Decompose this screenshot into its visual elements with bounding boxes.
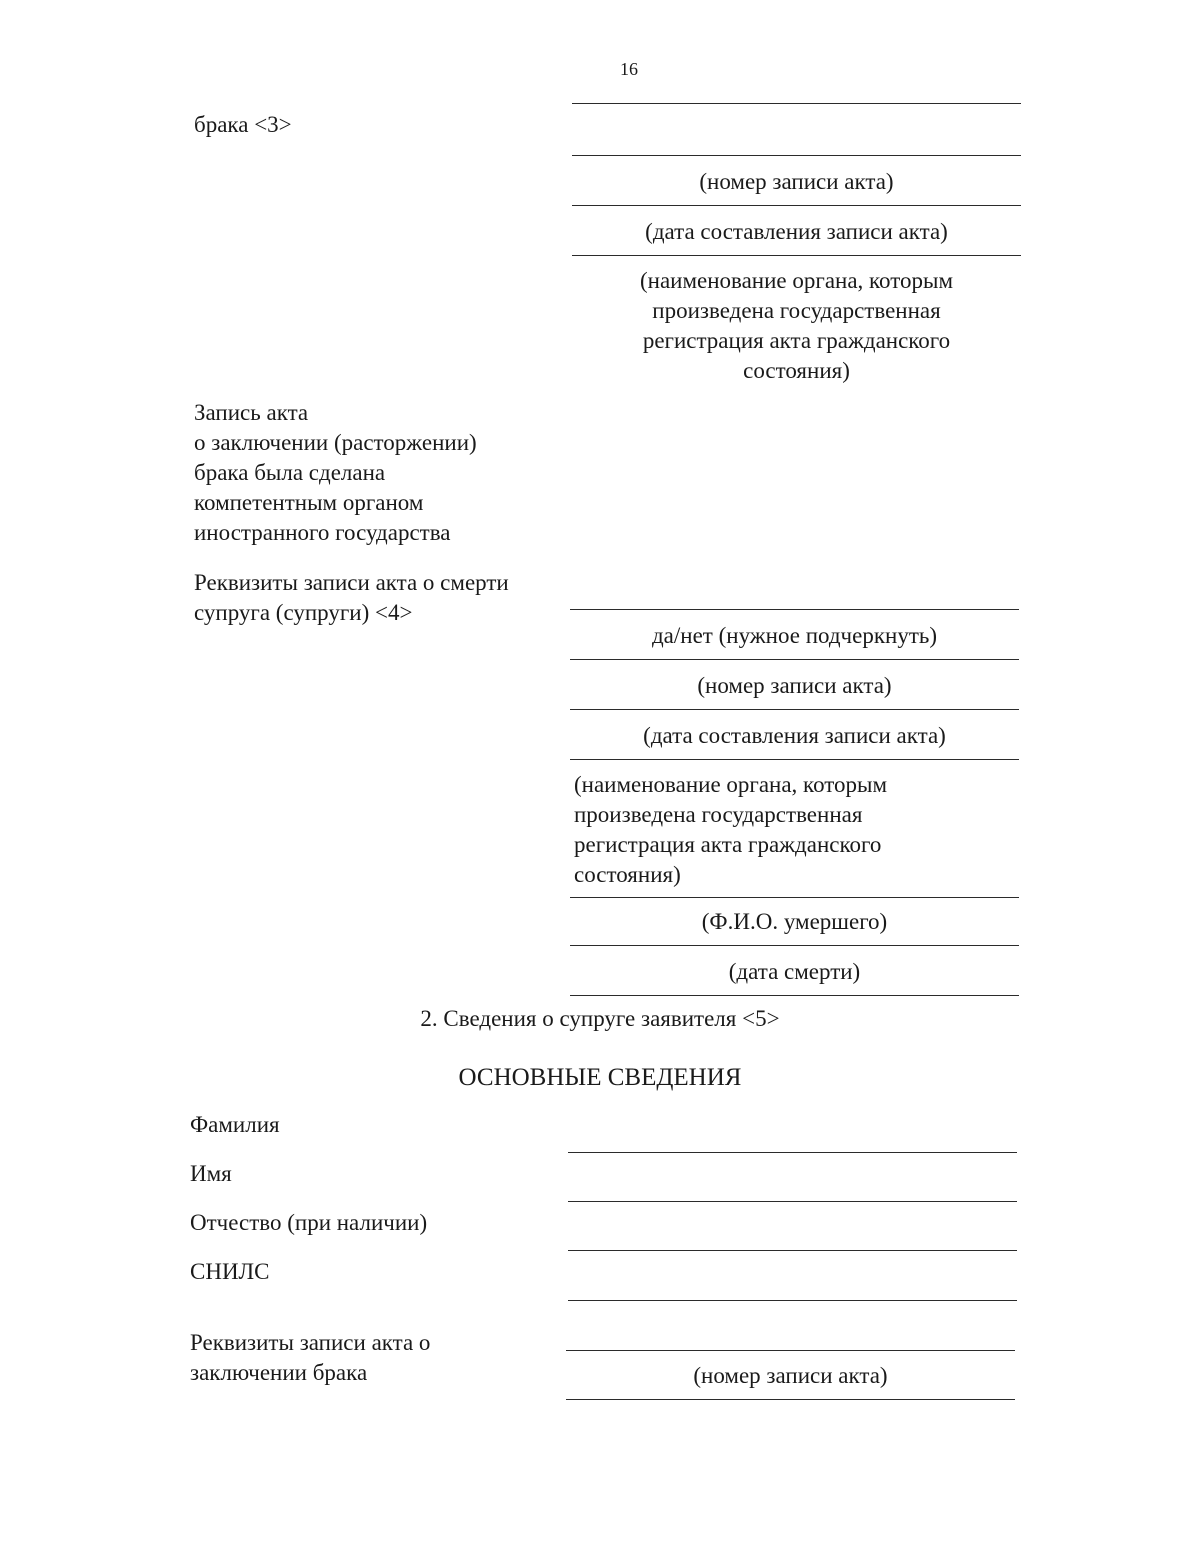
field-line[interactable] [570,709,1019,710]
record-number-caption: (номер записи акта) [693,1363,888,1388]
death-record-label [194,568,509,628]
surname-label: Фамилия [190,1112,280,1137]
label-line: иностранного государства [194,520,451,545]
field-line[interactable] [570,609,1019,610]
field-line[interactable] [570,659,1019,660]
yes-no-caption: да/нет (нужное подчеркнуть) [651,623,938,648]
label-line: Запись акта [194,400,309,425]
field-line[interactable] [566,1350,1015,1351]
authority-caption-line: регистрация акта гражданского [642,328,951,353]
authority-caption-line: (наименование органа, которым [639,268,953,293]
field-line[interactable] [572,255,1021,256]
patronymic-field[interactable] [568,1250,1017,1251]
authority-caption-line: состояния) [574,862,681,887]
authority-caption-line: (наименование органа, которым [574,772,888,797]
field-line[interactable] [572,155,1021,156]
death-date-caption: (дата смерти) [728,959,861,984]
record-number-caption: (номер записи акта) [697,673,892,698]
authority-caption-line: произведена государственная [652,298,941,323]
authority-caption-line: состояния) [743,358,850,383]
label-line: о заключении (расторжении) [194,430,477,455]
authority-caption [572,266,1021,386]
label-line: брака была сделана [194,460,386,485]
section-heading: ОСНОВНЫЕ СВЕДЕНИЯ [458,1064,742,1091]
snils-field[interactable] [568,1300,1017,1301]
label-line: супруга (супруги) <4> [194,600,413,625]
field-line[interactable] [570,995,1019,996]
field-line[interactable] [572,103,1021,104]
field-line[interactable] [572,205,1021,206]
snils-label: СНИЛС [190,1259,270,1284]
deceased-name-caption: (Ф.И.О. умершего) [701,909,888,934]
marriage-record-label [190,1328,430,1388]
name-label: Имя [190,1161,232,1186]
authority-caption-line: регистрация акта гражданского [574,832,882,857]
record-number-caption: (номер записи акта) [699,169,894,194]
field-line[interactable] [570,945,1019,946]
patronymic-label: Отчество (при наличии) [190,1210,428,1235]
label-line: компетентным органом [194,490,424,515]
label-line: Реквизиты записи акта о [190,1330,431,1355]
name-field[interactable] [568,1201,1017,1202]
record-date-caption: (дата составления записи акта) [645,219,948,244]
record-date-caption: (дата составления записи акта) [643,723,946,748]
surname-field[interactable] [568,1152,1017,1153]
section-title: 2. Сведения о супруге заявителя <5> [420,1006,780,1031]
label-line: заключении брака [190,1360,368,1385]
label-line: Реквизиты записи акта о смерти [194,570,509,595]
field-line[interactable] [570,897,1019,898]
field-line[interactable] [570,759,1019,760]
foreign-record-label [194,398,477,548]
authority-caption-line: произведена государственная [574,802,863,827]
authority-caption [574,770,887,890]
marriage-label: брака <3> [194,112,292,137]
field-line[interactable] [566,1399,1015,1400]
page-number: 16 [620,59,638,79]
